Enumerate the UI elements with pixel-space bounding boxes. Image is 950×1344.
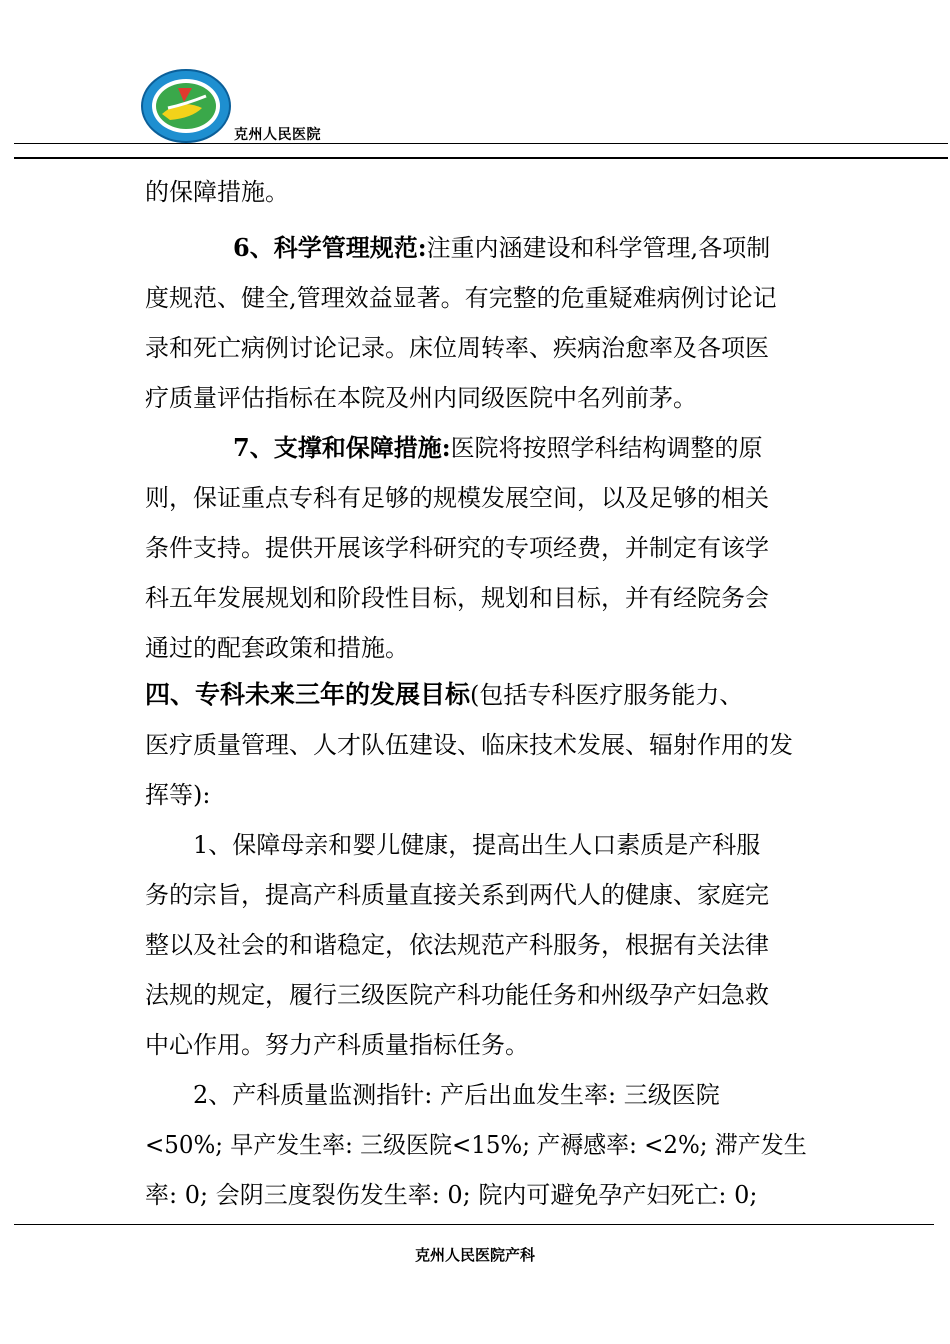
page-footer: 克州人民医院产科: [414, 1246, 535, 1264]
paragraph-line: 度规范、健全,管理效益显著。有完整的危重疑难病例讨论记: [145, 284, 777, 312]
paragraph-line: 条件支持。提供开展该学科研究的专项经费，并制定有该学: [145, 534, 769, 562]
item-heading: 7、支撑和保障措施:: [233, 433, 451, 462]
paragraph-line: 1、保障母亲和婴儿健康，提高出生人口素质是产科服: [193, 831, 761, 859]
hospital-logo-icon: [140, 68, 232, 144]
paragraph-line: <50%; 早产发生率: 三级医院<15%; 产褥感率: <2%; 滞产发生: [145, 1131, 807, 1159]
paragraph-line: 中心作用。努力产科质量指标任务。: [145, 1031, 529, 1059]
paragraph-line: 率: 0; 会阴三度裂伤发生率: 0; 院内可避免孕产妇死亡: 0;: [145, 1181, 758, 1209]
paragraph-line: 2、产科质量监测指针: 产后出血发生率: 三级医院: [193, 1081, 720, 1109]
header-rule-thick: [14, 157, 948, 159]
paragraph-line: 6、科学管理规范:注重内涵建设和科学管理,各项制: [233, 233, 771, 262]
paragraph-line: 的保障措施。: [145, 178, 289, 206]
paragraph-line: 挥等):: [145, 781, 211, 809]
hospital-name: 克州人民医院: [234, 127, 321, 143]
paragraph-line: 法规的规定，履行三级医院产科功能任务和州级孕产妇急救: [145, 981, 769, 1009]
section-heading: 四、专科未来三年的发展目标: [145, 680, 471, 709]
page-header: [0, 0, 950, 160]
header-rule-thin: [14, 143, 948, 144]
paragraph-line: 疗质量评估指标在本院及州内同级医院中名列前茅。: [145, 384, 697, 412]
item-heading: 6、科学管理规范:: [233, 233, 427, 262]
paragraph-line: 医疗质量管理、人才队伍建设、临床技术发展、辐射作用的发: [145, 731, 793, 759]
paragraph-line: 整以及社会的和谐稳定，依法规范产科服务，根据有关法律: [145, 931, 769, 959]
paragraph-line: 科五年发展规划和阶段性目标，规划和目标，并有经院务会: [145, 584, 769, 612]
paragraph-line: 7、支撑和保障措施:医院将按照学科结构调整的原: [233, 433, 763, 462]
paragraph-line: 务的宗旨，提高产科质量直接关系到两代人的健康、家庭完: [145, 881, 769, 909]
paragraph-line: 录和死亡病例讨论记录。床位周转率、疾病治愈率及各项医: [145, 334, 769, 362]
paragraph-line: 通过的配套政策和措施。: [145, 634, 409, 662]
section-heading-line: 四、专科未来三年的发展目标(包括专科医疗服务能力、: [145, 680, 744, 709]
footer-rule: [14, 1224, 934, 1225]
paragraph-line: 则，保证重点专科有足够的规模发展空间，以及足够的相关: [145, 484, 769, 512]
